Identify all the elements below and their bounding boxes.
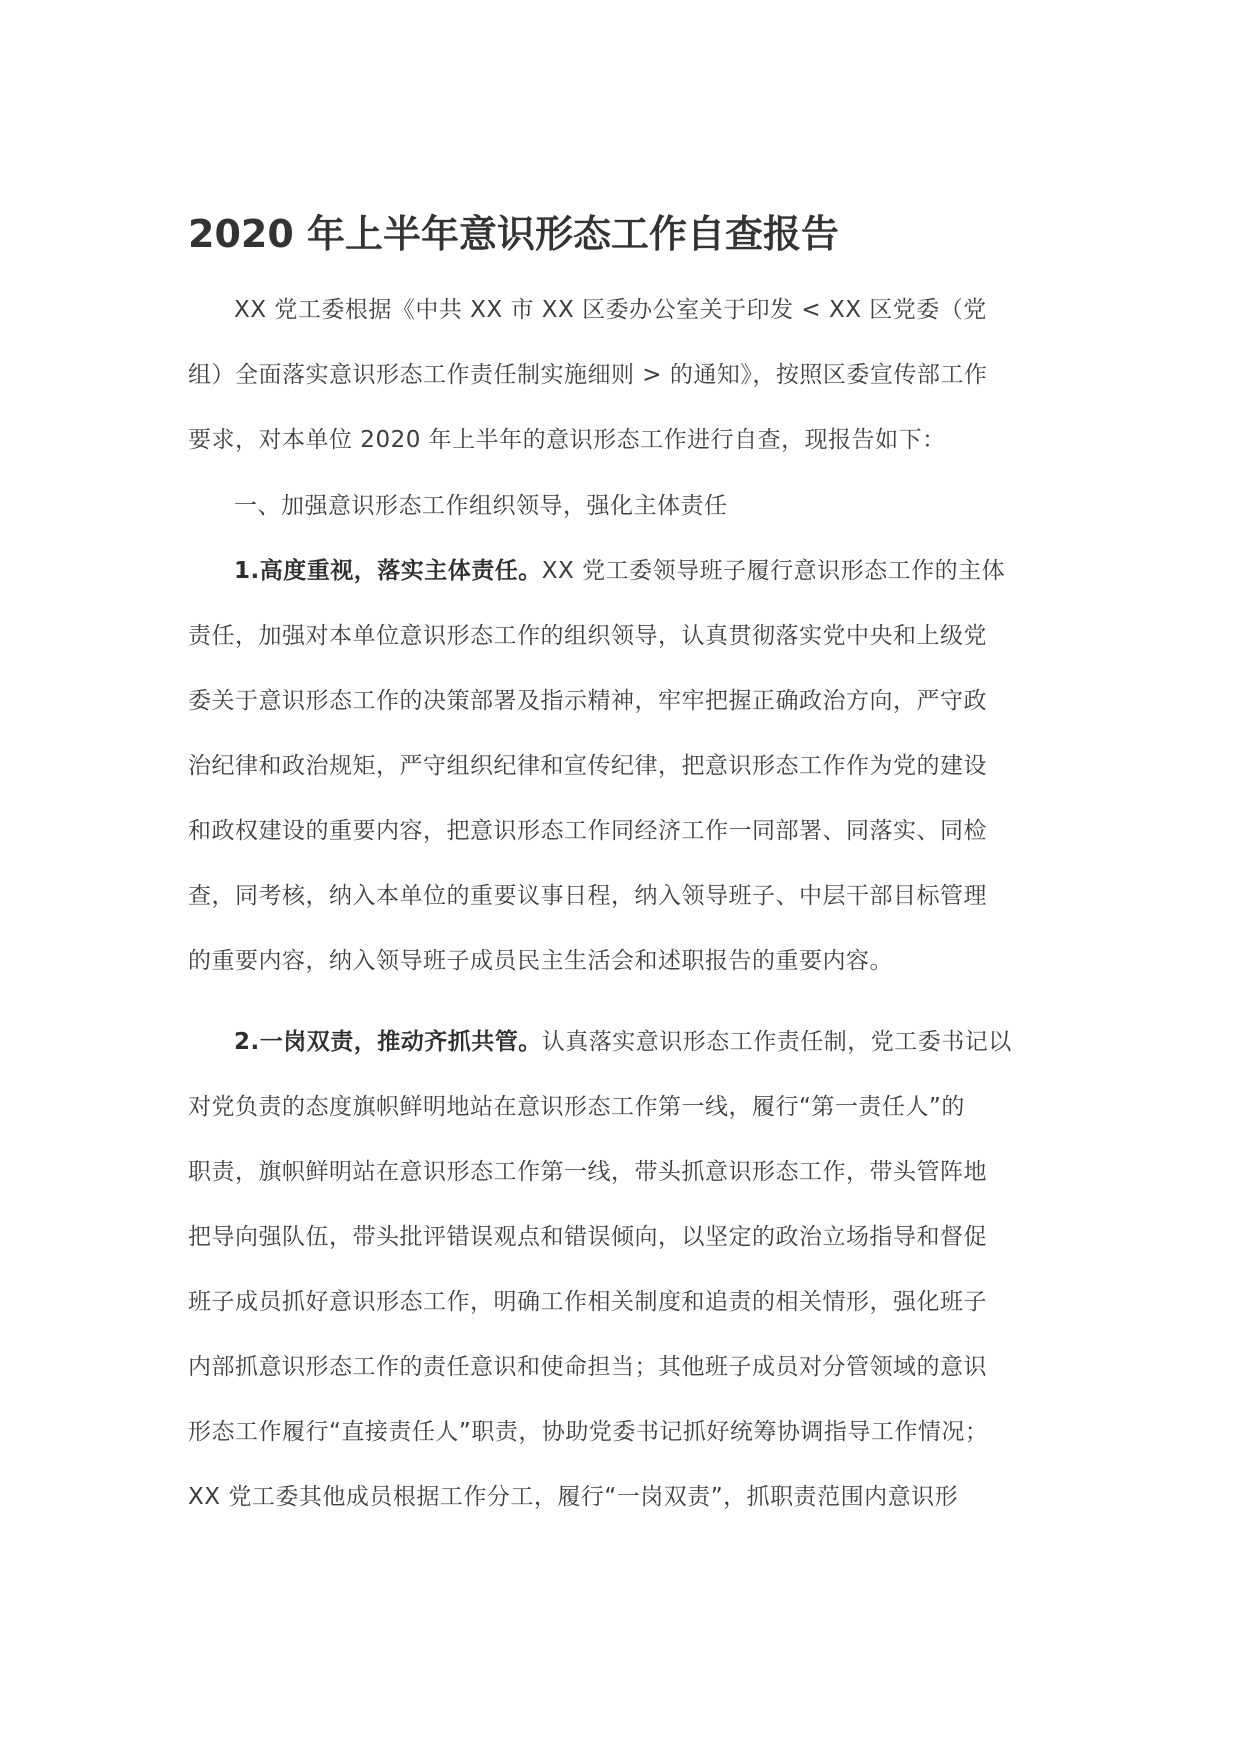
item2-line: 对党负责的态度旗帜鲜明地站在意识形态工作第一线，履行“第一责任人”的 <box>188 1094 965 1120</box>
item1-paragraph <box>188 539 1064 994</box>
item2-line: 内部抓意识形态工作的责任意识和使命担当；其他班子成员对分管领域的意识 <box>188 1354 987 1380</box>
intro-line: 组）全面落实意识形态工作责任制实施细则 > 的通知》，按照区委宣传部工作 <box>188 362 988 388</box>
item2-lead: 2.一岗双责，推动齐抓共管。 <box>234 1029 542 1055</box>
item2-line: 形态工作履行“直接责任人”职责，协助党委书记抓好统筹协调指导工作情况； <box>188 1419 989 1445</box>
item1-line: 和政权建设的重要内容，把意识形态工作同经济工作一同部署、同落实、同检 <box>188 818 987 844</box>
item2-line: XX 党工委其他成员根据工作分工，履行“一岗双责”，抓职责范围内意识形 <box>188 1484 959 1510</box>
document-title: 2020 年上半年意识形态工作自查报告 <box>188 212 839 256</box>
item1-first-line <box>188 539 1064 604</box>
item2-line: 班子成员抓好意识形态工作，明确工作相关制度和追责的相关情形，强化班子 <box>188 1289 987 1315</box>
intro-line: XX 党工委根据《中共 XX 市 XX 区委办公室关于印发 < XX 区党委（党 <box>234 297 987 323</box>
item1-line: 委关于意识形态工作的决策部署及指示精神，牢牢把握正确政治方向，严守政 <box>188 688 987 714</box>
item2-line: 职责，旗帜鲜明站在意识形态工作第一线，带头抓意识形态工作，带头管阵地 <box>188 1159 987 1185</box>
section-heading-paragraph <box>188 474 1064 539</box>
section-heading: 一、加强意识形态工作组织领导，强化主体责任 <box>234 493 728 519</box>
item1-line: 责任，加强对本单位意识形态工作的组织领导，认真贯彻落实党中央和上级党 <box>188 623 987 649</box>
item1-line: 的重要内容，纳入领导班子成员民主生活会和述职报告的重要内容。 <box>188 948 893 974</box>
intro-line: 要求，对本单位 2020 年上半年的意识形态工作进行自查，现报告如下： <box>188 427 946 453</box>
item2-line: 把导向强队伍，带头批评错误观点和错误倾向，以坚定的政治立场指导和督促 <box>188 1224 987 1250</box>
intro-paragraph <box>188 278 1064 473</box>
item1-line: 治纪律和政治规矩，严守组织纪律和宣传纪律，把意识形态工作作为党的建设 <box>188 753 987 779</box>
item1-line: 查，同考核，纳入本单位的重要议事日程，纳入领导班子、中层干部目标管理 <box>188 883 987 909</box>
item2-first-line <box>188 1010 1064 1075</box>
item2-paragraph <box>188 1010 1064 1530</box>
item1-lead: 1.高度重视，落实主体责任。 <box>234 558 542 584</box>
item2-first-line-text: 认真落实意识形态工作责任制，党工委书记以 <box>541 1029 1012 1055</box>
item1-first-line-text: XX 党工委领导班子履行意识形态工作的主体 <box>541 558 1006 584</box>
